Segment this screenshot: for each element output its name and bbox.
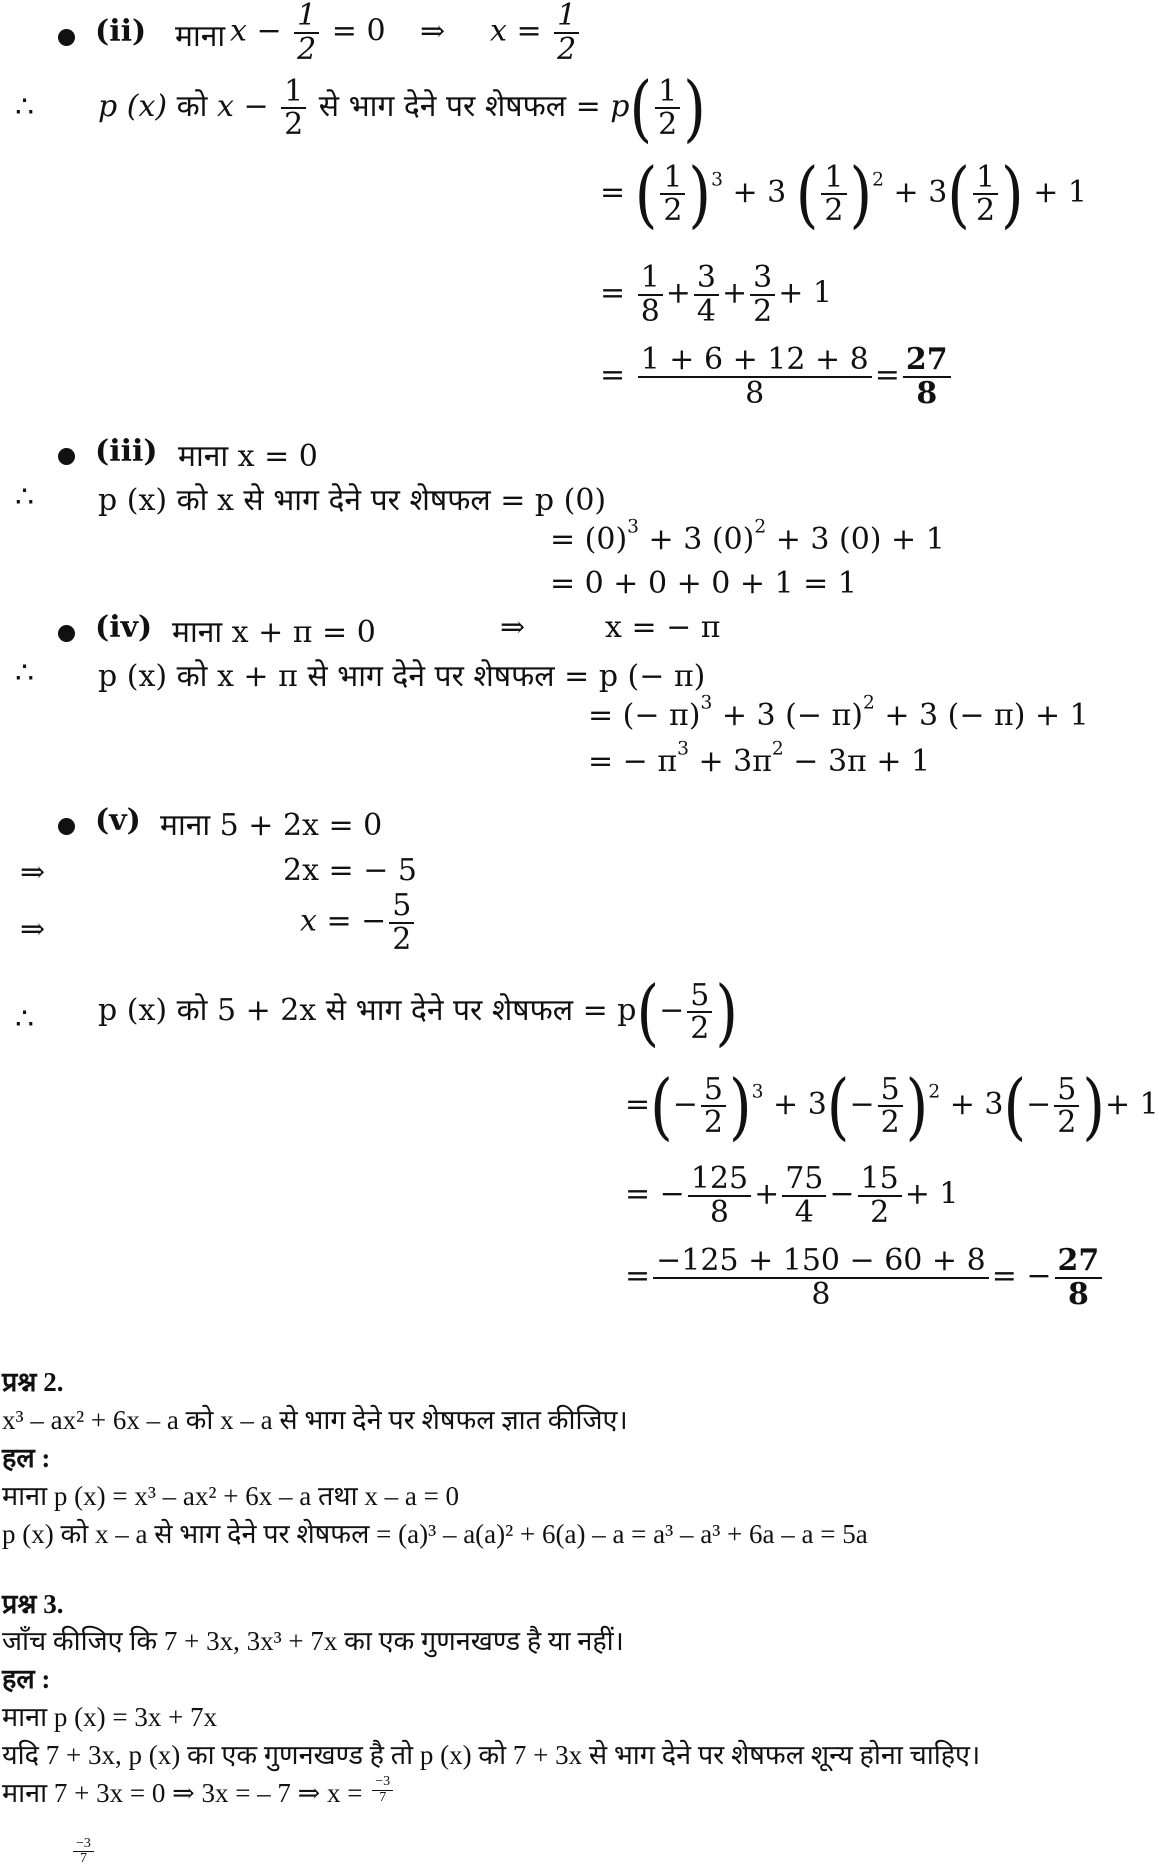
denominator: 8 — [640, 293, 660, 329]
exponent: 3 — [627, 516, 640, 538]
result-fraction — [903, 344, 951, 409]
therefore-symbol: ∴ — [15, 90, 35, 125]
exponent: 2 — [771, 738, 784, 760]
exponent: 3 — [711, 169, 723, 191]
numerator: 1 — [655, 76, 680, 110]
expr: + 3 — [893, 175, 948, 210]
equation: 2x = − 5 — [283, 853, 417, 888]
step-line: = $\frac{1}{8}$ + $\frac{3}{4}$ + $\frac{3}{2}$ + 1 — [600, 260, 833, 329]
implies-arrow: ⇒ — [500, 610, 526, 645]
bullet-icon — [58, 818, 75, 835]
exponent: 3 — [677, 738, 689, 760]
exponent: 2 — [928, 1081, 941, 1103]
denominator: 2 — [557, 31, 577, 67]
solution-line — [2, 1773, 396, 1810]
denominator: 2 — [690, 1011, 710, 1046]
trailing-fraction — [70, 1834, 97, 1867]
step-line — [588, 738, 931, 779]
fraction — [638, 344, 872, 409]
numerator: 5 — [1054, 1074, 1079, 1108]
denominator: 7 — [379, 1789, 387, 1805]
part-label: (iv) — [95, 610, 153, 645]
expr: माना 7 + 3x = 0 ⇒ 3x = – 7 ⇒ x = — [2, 1778, 363, 1808]
fraction — [821, 159, 846, 228]
numerator: 5 — [687, 980, 712, 1014]
fraction — [638, 262, 663, 327]
step-line: = ( $\frac{1}{2}$ )$^3$ + 3 ( $\frac{1}{2}$ )$^2$ + 3( $\frac{1}{2}$ ) + 1 — [600, 151, 1087, 237]
fraction — [655, 73, 680, 142]
fraction — [694, 262, 719, 327]
denominator: 8 — [1067, 1276, 1089, 1312]
step-line: = $\frac{1 + 6 + 12 + 8}{8}$ = $\frac{27}{8}$ — [600, 344, 954, 409]
equals: = — [600, 175, 626, 210]
numerator: 1 — [821, 162, 846, 196]
expr: + 1 — [1033, 175, 1087, 210]
exponent: 2 — [754, 516, 767, 538]
numerator: 3 — [750, 262, 775, 296]
fraction — [701, 1071, 726, 1140]
exponent: 2 — [872, 169, 884, 191]
solution-line: माना p (x) = x³ – ax² + 6x – a तथा x – a = 0 — [2, 1481, 460, 1511]
expr: + 3 — [732, 175, 787, 210]
step-line: =(− $\frac{5}{2}$ )$^3$ + 3(− $\frac{5}{2}$ )$^2$ + 3(− $\frac{5}{2}$ )+ 1 — [625, 1063, 1159, 1149]
bullet-icon — [58, 448, 75, 465]
fraction — [660, 159, 685, 228]
solution-line: माना p (x) = 3x + 7x — [2, 1702, 218, 1732]
therefore-symbol: ∴ — [15, 656, 35, 691]
solution-line: यदि 7 + 3x, p (x) का एक गुणनखण्ड है तो p (x) को 7 + 3x से भाग देने पर शेषफल शून्य होना चाहिए। — [2, 1740, 981, 1770]
part-label: (iii) — [95, 434, 158, 469]
numerator: 1 — [294, 0, 319, 34]
fraction — [554, 0, 579, 65]
fraction — [878, 1071, 903, 1140]
expr: x − — [230, 13, 292, 49]
equals: = — [600, 357, 626, 393]
result-fraction — [1055, 1245, 1103, 1310]
maana-line: माना x = 0 — [178, 439, 318, 474]
fraction — [973, 159, 998, 228]
remainder-line: p (x) को 5 + 2x से भाग देने पर शेषफल = p(− $\frac{5}{2}$ ) — [98, 969, 738, 1055]
bullet-icon — [58, 625, 75, 642]
maana-text: माना — [175, 19, 226, 54]
expr: p (x) — [98, 89, 168, 124]
expr: − 3π + 1 — [783, 744, 931, 779]
expr: + 3π — [688, 744, 772, 779]
numerator: 3 — [694, 262, 719, 296]
numerator: −3 — [372, 1775, 393, 1791]
implies-arrow: ⇒ — [420, 14, 446, 49]
numerator: 75 — [782, 1163, 826, 1197]
numerator: 1 + 6 + 12 + 8 — [638, 344, 872, 378]
expr: = − π — [588, 744, 678, 779]
exponent: 3 — [751, 1081, 764, 1103]
denominator: 2 — [975, 193, 996, 228]
denominator: 2 — [880, 1105, 900, 1140]
fraction — [73, 1837, 94, 1867]
numerator: 1 — [554, 0, 579, 34]
denominator: 8 — [745, 375, 765, 411]
text: से भाग देने पर शेषफल = — [318, 89, 601, 124]
denominator: 7 — [79, 1851, 87, 1867]
step-line: = $\frac{-125 + 150 - 60 + 8}{8}$ = − $\frac{27}{8}$ — [625, 1245, 1105, 1310]
step-line — [588, 692, 1089, 733]
numerator: 5 — [389, 890, 414, 924]
fraction — [281, 73, 306, 142]
expr: = (0) — [550, 522, 628, 557]
numerator: 5 — [878, 1074, 903, 1108]
denominator: 8 — [811, 1276, 831, 1312]
fraction — [688, 1163, 751, 1228]
expr: + 3 (− π) — [712, 698, 863, 733]
fraction — [653, 1245, 989, 1310]
text: को — [176, 89, 208, 124]
expr: = 0 — [322, 13, 386, 49]
fraction — [858, 1163, 902, 1228]
fraction — [294, 0, 319, 65]
expr: x = — [490, 13, 552, 49]
denominator: 2 — [753, 293, 773, 329]
denominator: 2 — [1057, 1105, 1077, 1140]
expr: x − — [216, 89, 279, 124]
denominator: 8 — [709, 1194, 729, 1230]
expr: + 3 (0) + 1 — [766, 522, 945, 557]
expr: + 3 (− π) + 1 — [874, 698, 1089, 733]
equation — [490, 0, 582, 65]
numerator: −3 — [73, 1837, 94, 1853]
denominator: 2 — [663, 193, 683, 228]
part-label: (ii) — [95, 14, 147, 49]
question-heading: प्रश्न 2. — [2, 1367, 64, 1397]
maana-line: माना 5 + 2x = 0 — [160, 808, 383, 843]
fraction — [1054, 1071, 1079, 1140]
equation — [230, 0, 386, 65]
fraction — [389, 890, 414, 955]
denominator: 2 — [284, 107, 304, 142]
fraction — [782, 1163, 826, 1228]
exponent: 2 — [862, 692, 875, 714]
numerator: 1 — [973, 162, 998, 196]
expr: + 3 (0) — [639, 522, 755, 557]
solution-line: p (x) को x – a से भाग देने पर शेषफल = (a)³ – a(a)² + 6(a) – a = a³ – a³ + 6a – a = 5a — [2, 1519, 868, 1549]
fraction — [372, 1775, 393, 1805]
implies-arrow: ⇒ — [20, 912, 46, 947]
solution-heading: हल : — [2, 1664, 51, 1694]
remainder-line: p (x) को x − $\frac{1}{2}$ से भाग देने पर शेषफल = p( $\frac{1}{2}$ ) — [98, 65, 706, 151]
denominator: 4 — [696, 293, 717, 329]
denominator: 8 — [916, 375, 938, 411]
denominator: 2 — [870, 1194, 890, 1230]
exponent: 3 — [700, 692, 713, 714]
numerator: 5 — [701, 1074, 726, 1108]
equation — [300, 890, 417, 955]
text: p (x) को 5 + 2x से भाग देने पर शेषफल = p — [98, 993, 637, 1028]
step-line: = 0 + 0 + 0 + 1 = 1 — [550, 566, 857, 601]
maana-line: माना x + π = 0 — [172, 615, 376, 650]
remainder-line: p (x) को x + π से भाग देने पर शेषफल = p (− π) — [98, 659, 706, 694]
part-label: (v) — [95, 803, 141, 838]
solution-heading: हल : — [2, 1443, 51, 1473]
fraction — [687, 977, 712, 1046]
expr: = (− π) — [588, 698, 701, 733]
numerator: 1 — [660, 162, 685, 196]
therefore-symbol: ∴ — [15, 1002, 35, 1037]
denominator: 2 — [703, 1105, 724, 1140]
numerator: 1 — [638, 262, 663, 296]
question-text: x³ – ax² + 6x – a को x – a से भाग देने पर शेषफल ज्ञात कीजिए। — [2, 1405, 628, 1435]
equals: = — [600, 275, 626, 311]
numerator: 15 — [858, 1163, 902, 1197]
numerator: −125 + 150 − 60 + 8 — [653, 1245, 989, 1279]
numerator: 1 — [281, 76, 306, 110]
step-line — [550, 516, 945, 557]
question-heading: प्रश्न 3. — [2, 1589, 64, 1619]
numerator: 27 — [1055, 1245, 1103, 1279]
expr: x = − — [300, 903, 387, 939]
bullet-icon — [58, 29, 75, 46]
denominator: 2 — [392, 921, 412, 957]
numerator: 125 — [688, 1163, 751, 1197]
implies-arrow: ⇒ — [20, 855, 46, 890]
remainder-line: p (x) को x से भाग देने पर शेषफल = p (0) — [98, 483, 607, 518]
step-line: = − $\frac{125}{8}$ + $\frac{75}{4}$ − $\frac{15}{2}$ + 1 — [625, 1161, 959, 1230]
expr: + 1 — [778, 275, 833, 311]
expr: p — [610, 89, 630, 124]
question-text: जाँच कीजिए कि 7 + 3x, 3x³ + 7x का एक गुणनखण्ड है या नहीं। — [2, 1626, 624, 1656]
therefore-symbol: ∴ — [15, 480, 35, 515]
denominator: 2 — [297, 31, 317, 67]
denominator: 2 — [658, 107, 678, 142]
numerator: 27 — [903, 344, 951, 378]
denominator: 4 — [794, 1194, 814, 1230]
fraction — [750, 262, 775, 327]
equation: x = − π — [605, 610, 721, 645]
denominator: 2 — [824, 193, 844, 228]
